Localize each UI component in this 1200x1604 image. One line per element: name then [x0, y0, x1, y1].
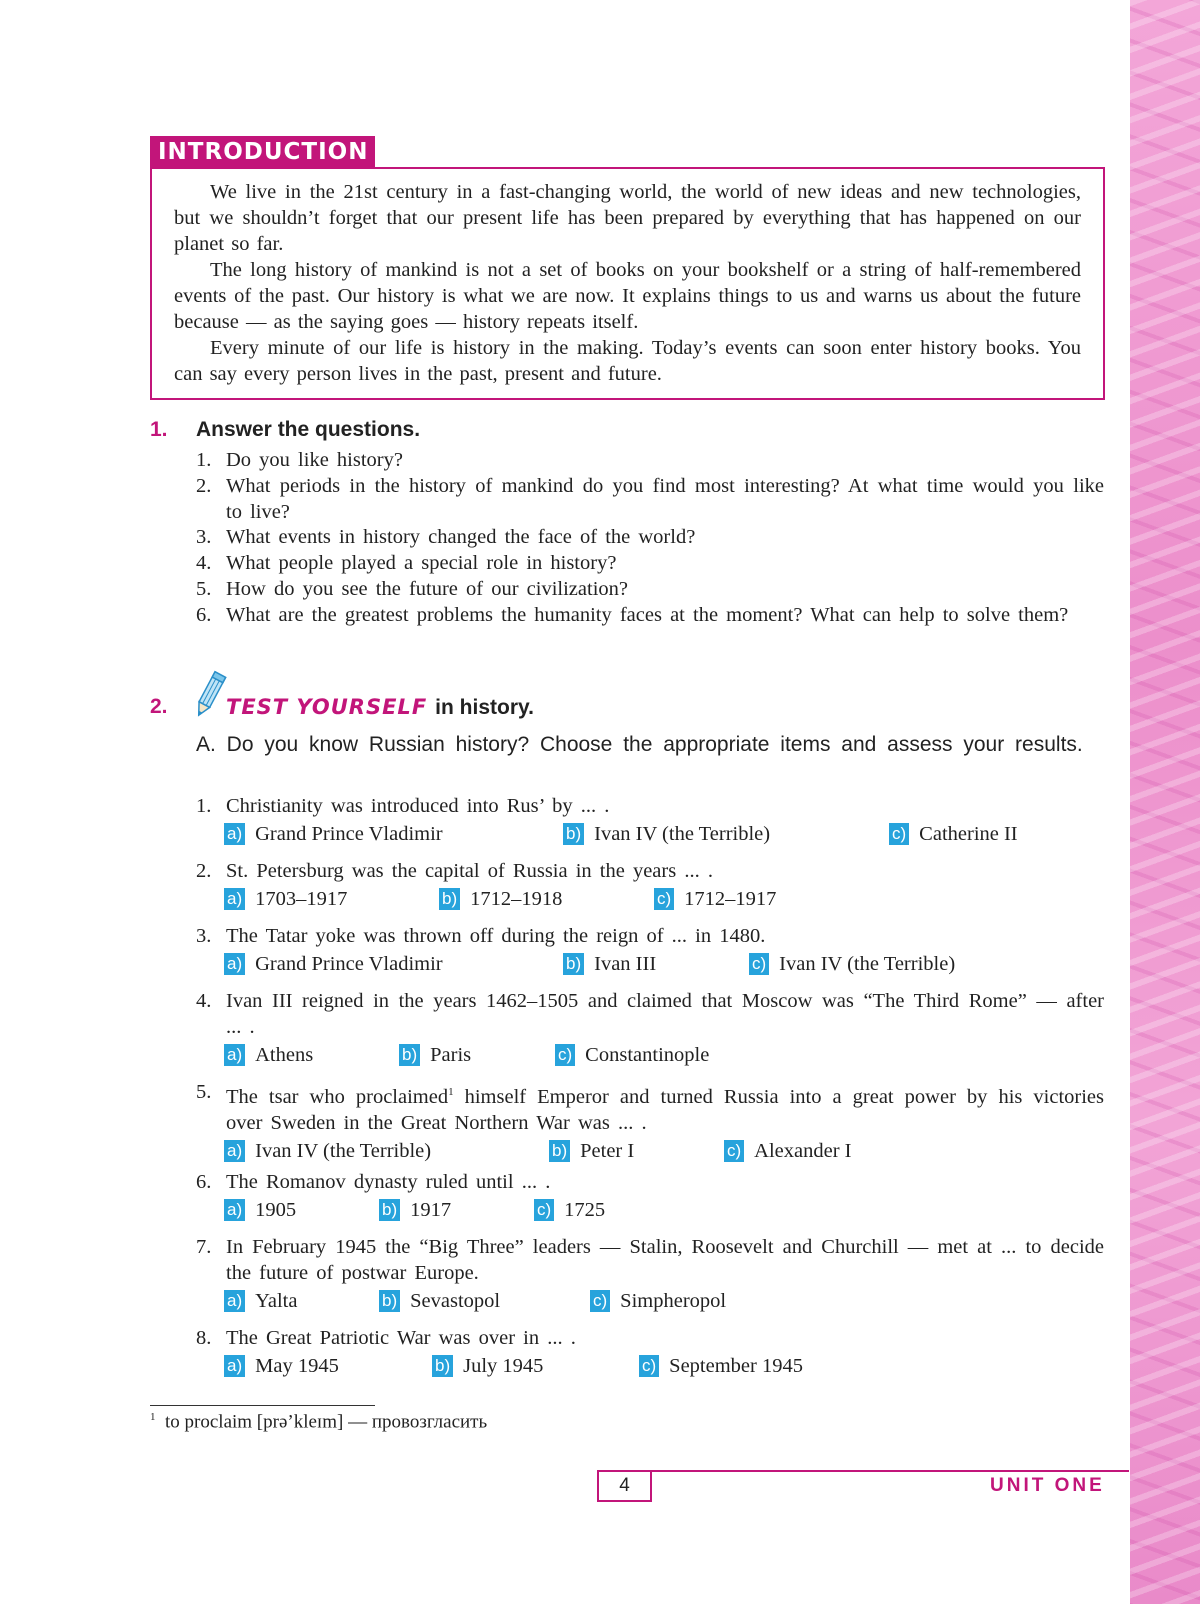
- question-text: What people played a special role in history?: [226, 552, 617, 575]
- question-text: The Romanov dynasty ruled until ... .: [226, 1171, 551, 1193]
- option-text: Constantinople: [585, 1044, 710, 1066]
- answer-option[interactable]: [224, 886, 347, 912]
- question-number: 7.: [196, 1236, 212, 1258]
- option-letter: a): [224, 1140, 245, 1162]
- option-text: Peter I: [580, 1139, 635, 1162]
- quiz-item: [196, 1169, 1104, 1227]
- answer-option[interactable]: [399, 1042, 471, 1068]
- quiz-item: [196, 858, 1104, 916]
- option-text: Ivan IV (the Terrible): [594, 823, 771, 845]
- option-letter: b): [379, 1290, 400, 1312]
- intro-paragraph: The long history of mankind is not a set of books on your bookshelf or a string of half-remembered events of the past. Our history is what we are now. It explains things to us and warns us about the future because — as the saying goes — history repeats itself.: [174, 259, 1081, 333]
- question-text: [226, 1079, 1104, 1136]
- answer-option[interactable]: [224, 1353, 339, 1379]
- answer-option[interactable]: [639, 1353, 803, 1379]
- option-text: Ivan III: [594, 953, 657, 975]
- question-list: [196, 448, 1104, 629]
- answer-option[interactable]: [889, 821, 1018, 847]
- option-text: Simpheropol: [620, 1290, 727, 1312]
- intro-paragraph: Every minute of our life is history in the making. Today’s events can soon enter history books. You can say every person lives in the past, present and future.: [174, 337, 1081, 385]
- option-letter: c): [590, 1290, 610, 1312]
- option-letter: b): [549, 1140, 570, 1162]
- answer-option[interactable]: [563, 821, 770, 847]
- section-label: INTRODUCTION: [150, 136, 375, 168]
- answer-option[interactable]: [224, 1042, 313, 1068]
- answer-option[interactable]: [432, 1353, 543, 1379]
- question-text: The Great Patriotic War was over in ... .: [226, 1327, 576, 1349]
- answer-option[interactable]: [439, 886, 562, 912]
- question-text-part: himself Emperor and turned Russia into a great power by his victories over Sweden in the Great Northern War was ... .: [226, 1085, 1104, 1134]
- question-text-part: The tsar who proclaimed: [226, 1085, 449, 1108]
- option-text: 1703–1917: [255, 888, 348, 910]
- list-item: [196, 577, 1104, 603]
- exercise-title-rest: in history.: [435, 696, 534, 719]
- option-letter: a): [224, 888, 245, 910]
- intro-paragraph: We live in the 21st century in a fast-changing world, the world of new ideas and new technologies, but we shouldn’t forget that our present life has been prepared by everything that has happened on our planet so far.: [174, 181, 1081, 255]
- quiz-item: [196, 988, 1104, 1072]
- question-text: Ivan III reigned in the years 1462–1505 and claimed that Moscow was “The Third Rome” — after ... .: [226, 990, 1104, 1038]
- question-text: In February 1945 the “Big Three” leaders — Stalin, Roosevelt and Churchill — met at ... to decide the future of postwar Europe.: [226, 1236, 1104, 1284]
- answer-option[interactable]: [724, 1138, 852, 1164]
- option-text: Alexander I: [754, 1139, 852, 1162]
- footnote: [150, 1411, 487, 1433]
- question-text: Do you like history?: [226, 449, 403, 471]
- intro-box: [150, 167, 1105, 400]
- option-letter: a): [224, 953, 245, 975]
- answer-option[interactable]: [379, 1288, 500, 1314]
- question-number: 1.: [196, 449, 212, 471]
- footnote-ref: 1: [448, 1086, 454, 1098]
- option-text: 1712–1918: [470, 888, 563, 910]
- question-number: 3.: [196, 526, 212, 549]
- question-text: Christianity was introduced into Rus’ by ... .: [226, 795, 610, 817]
- list-item: [196, 448, 1104, 474]
- option-text: Grand Prince Vladimir: [255, 953, 443, 975]
- question-number: 5.: [196, 577, 212, 600]
- question-number: 8.: [196, 1327, 212, 1349]
- question-text: The Tatar yoke was thrown off during the reign of ... in 1480.: [226, 925, 766, 947]
- question-text: What are the greatest problems the humanity faces at the moment? What can help to solve them?: [226, 603, 1069, 626]
- answer-option[interactable]: [224, 1138, 431, 1164]
- footnote-text: to proclaim [prə’kleɪm] — провозгласить: [165, 1411, 488, 1433]
- option-letter: b): [563, 823, 584, 845]
- option-letter: a): [224, 823, 245, 845]
- answer-option[interactable]: [549, 1138, 634, 1164]
- footer-divider: [652, 1470, 1129, 1472]
- option-text: Catherine II: [919, 823, 1018, 845]
- option-text: Yalta: [255, 1290, 298, 1312]
- test-yourself-label: TEST YOURSELF: [226, 695, 428, 719]
- option-letter: c): [749, 953, 769, 975]
- option-text: Paris: [430, 1044, 472, 1066]
- option-text: 1917: [410, 1199, 452, 1221]
- option-text: 1725: [564, 1199, 606, 1221]
- unit-label: UNIT ONE: [990, 1475, 1105, 1496]
- answer-option[interactable]: [224, 951, 443, 977]
- question-text: St. Petersburg was the capital of Russia in the years ... .: [226, 860, 713, 882]
- quiz-item: [196, 1325, 1104, 1383]
- option-text: July 1945: [463, 1355, 544, 1377]
- option-letter: c): [555, 1044, 575, 1066]
- question-number: 2.: [196, 474, 212, 497]
- option-text: Ivan IV (the Terrible): [779, 953, 956, 975]
- question-number: 3.: [196, 925, 212, 947]
- question-number: 2.: [196, 860, 212, 882]
- option-letter: c): [724, 1140, 744, 1162]
- option-text: Athens: [255, 1044, 314, 1066]
- answer-option[interactable]: [749, 951, 955, 977]
- question-number: 1.: [196, 795, 212, 817]
- option-letter: b): [379, 1199, 400, 1221]
- answer-option[interactable]: [224, 1288, 297, 1314]
- quiz-item: [196, 923, 1104, 981]
- option-letter: a): [224, 1355, 245, 1377]
- quiz-item: [196, 1234, 1104, 1318]
- question-number: 6.: [196, 1171, 212, 1193]
- option-text: Ivan IV (the Terrible): [255, 1139, 432, 1162]
- question-number: 4.: [196, 552, 212, 575]
- exercise-title: Answer the questions.: [196, 418, 421, 441]
- list-item: [196, 474, 1104, 526]
- answer-option[interactable]: [224, 1197, 296, 1223]
- option-letter: b): [439, 888, 460, 910]
- footnote-divider: [150, 1405, 375, 1406]
- option-letter: c): [889, 823, 909, 845]
- question-text: What events in history changed the face of the world?: [226, 526, 696, 549]
- answer-option[interactable]: [224, 821, 443, 847]
- answer-option[interactable]: [555, 1042, 709, 1068]
- option-letter: a): [224, 1199, 245, 1221]
- option-text: Sevastopol: [410, 1290, 501, 1312]
- option-text: May 1945: [255, 1355, 339, 1377]
- answer-option[interactable]: [563, 951, 656, 977]
- footnote-mark: 1: [150, 1411, 156, 1423]
- question-number: 5.: [196, 1081, 212, 1103]
- option-letter: b): [563, 953, 584, 975]
- option-text: September 1945: [669, 1355, 803, 1377]
- question-number: 4.: [196, 990, 212, 1012]
- option-letter: c): [534, 1199, 554, 1221]
- option-letter: c): [654, 888, 674, 910]
- page-number: 4: [597, 1470, 652, 1502]
- option-letter: a): [224, 1290, 245, 1312]
- option-text: Grand Prince Vladimir: [255, 823, 443, 845]
- answer-option[interactable]: [534, 1197, 605, 1223]
- quiz-item: [196, 793, 1104, 851]
- exercise-title: [226, 695, 534, 720]
- question-text: What periods in the history of mankind do you find most interesting? At what time would you like to live?: [226, 474, 1104, 523]
- answer-option[interactable]: [590, 1288, 726, 1314]
- option-text: 1712–1917: [684, 888, 777, 910]
- option-letter: a): [224, 1044, 245, 1066]
- answer-option[interactable]: [379, 1197, 451, 1223]
- exercise-number: 2.: [150, 695, 168, 718]
- subsection-a-instruction: A. Do you know Russian history? Choose the appropriate items and assess your results.: [196, 733, 1083, 756]
- option-letter: b): [399, 1044, 420, 1066]
- option-letter: b): [432, 1355, 453, 1377]
- list-item: [196, 603, 1104, 629]
- list-item: [196, 551, 1104, 577]
- pencil-icon: [192, 668, 228, 720]
- option-letter: c): [639, 1355, 659, 1377]
- exercise-number: 1.: [150, 418, 168, 441]
- question-text: How do you see the future of our civilization?: [226, 577, 628, 600]
- option-text: 1905: [255, 1199, 297, 1221]
- quiz-item: [196, 1079, 1104, 1168]
- list-item: [196, 525, 1104, 551]
- decorative-pink-strip: [1130, 0, 1200, 1604]
- answer-option[interactable]: [654, 886, 776, 912]
- question-number: 6.: [196, 603, 212, 626]
